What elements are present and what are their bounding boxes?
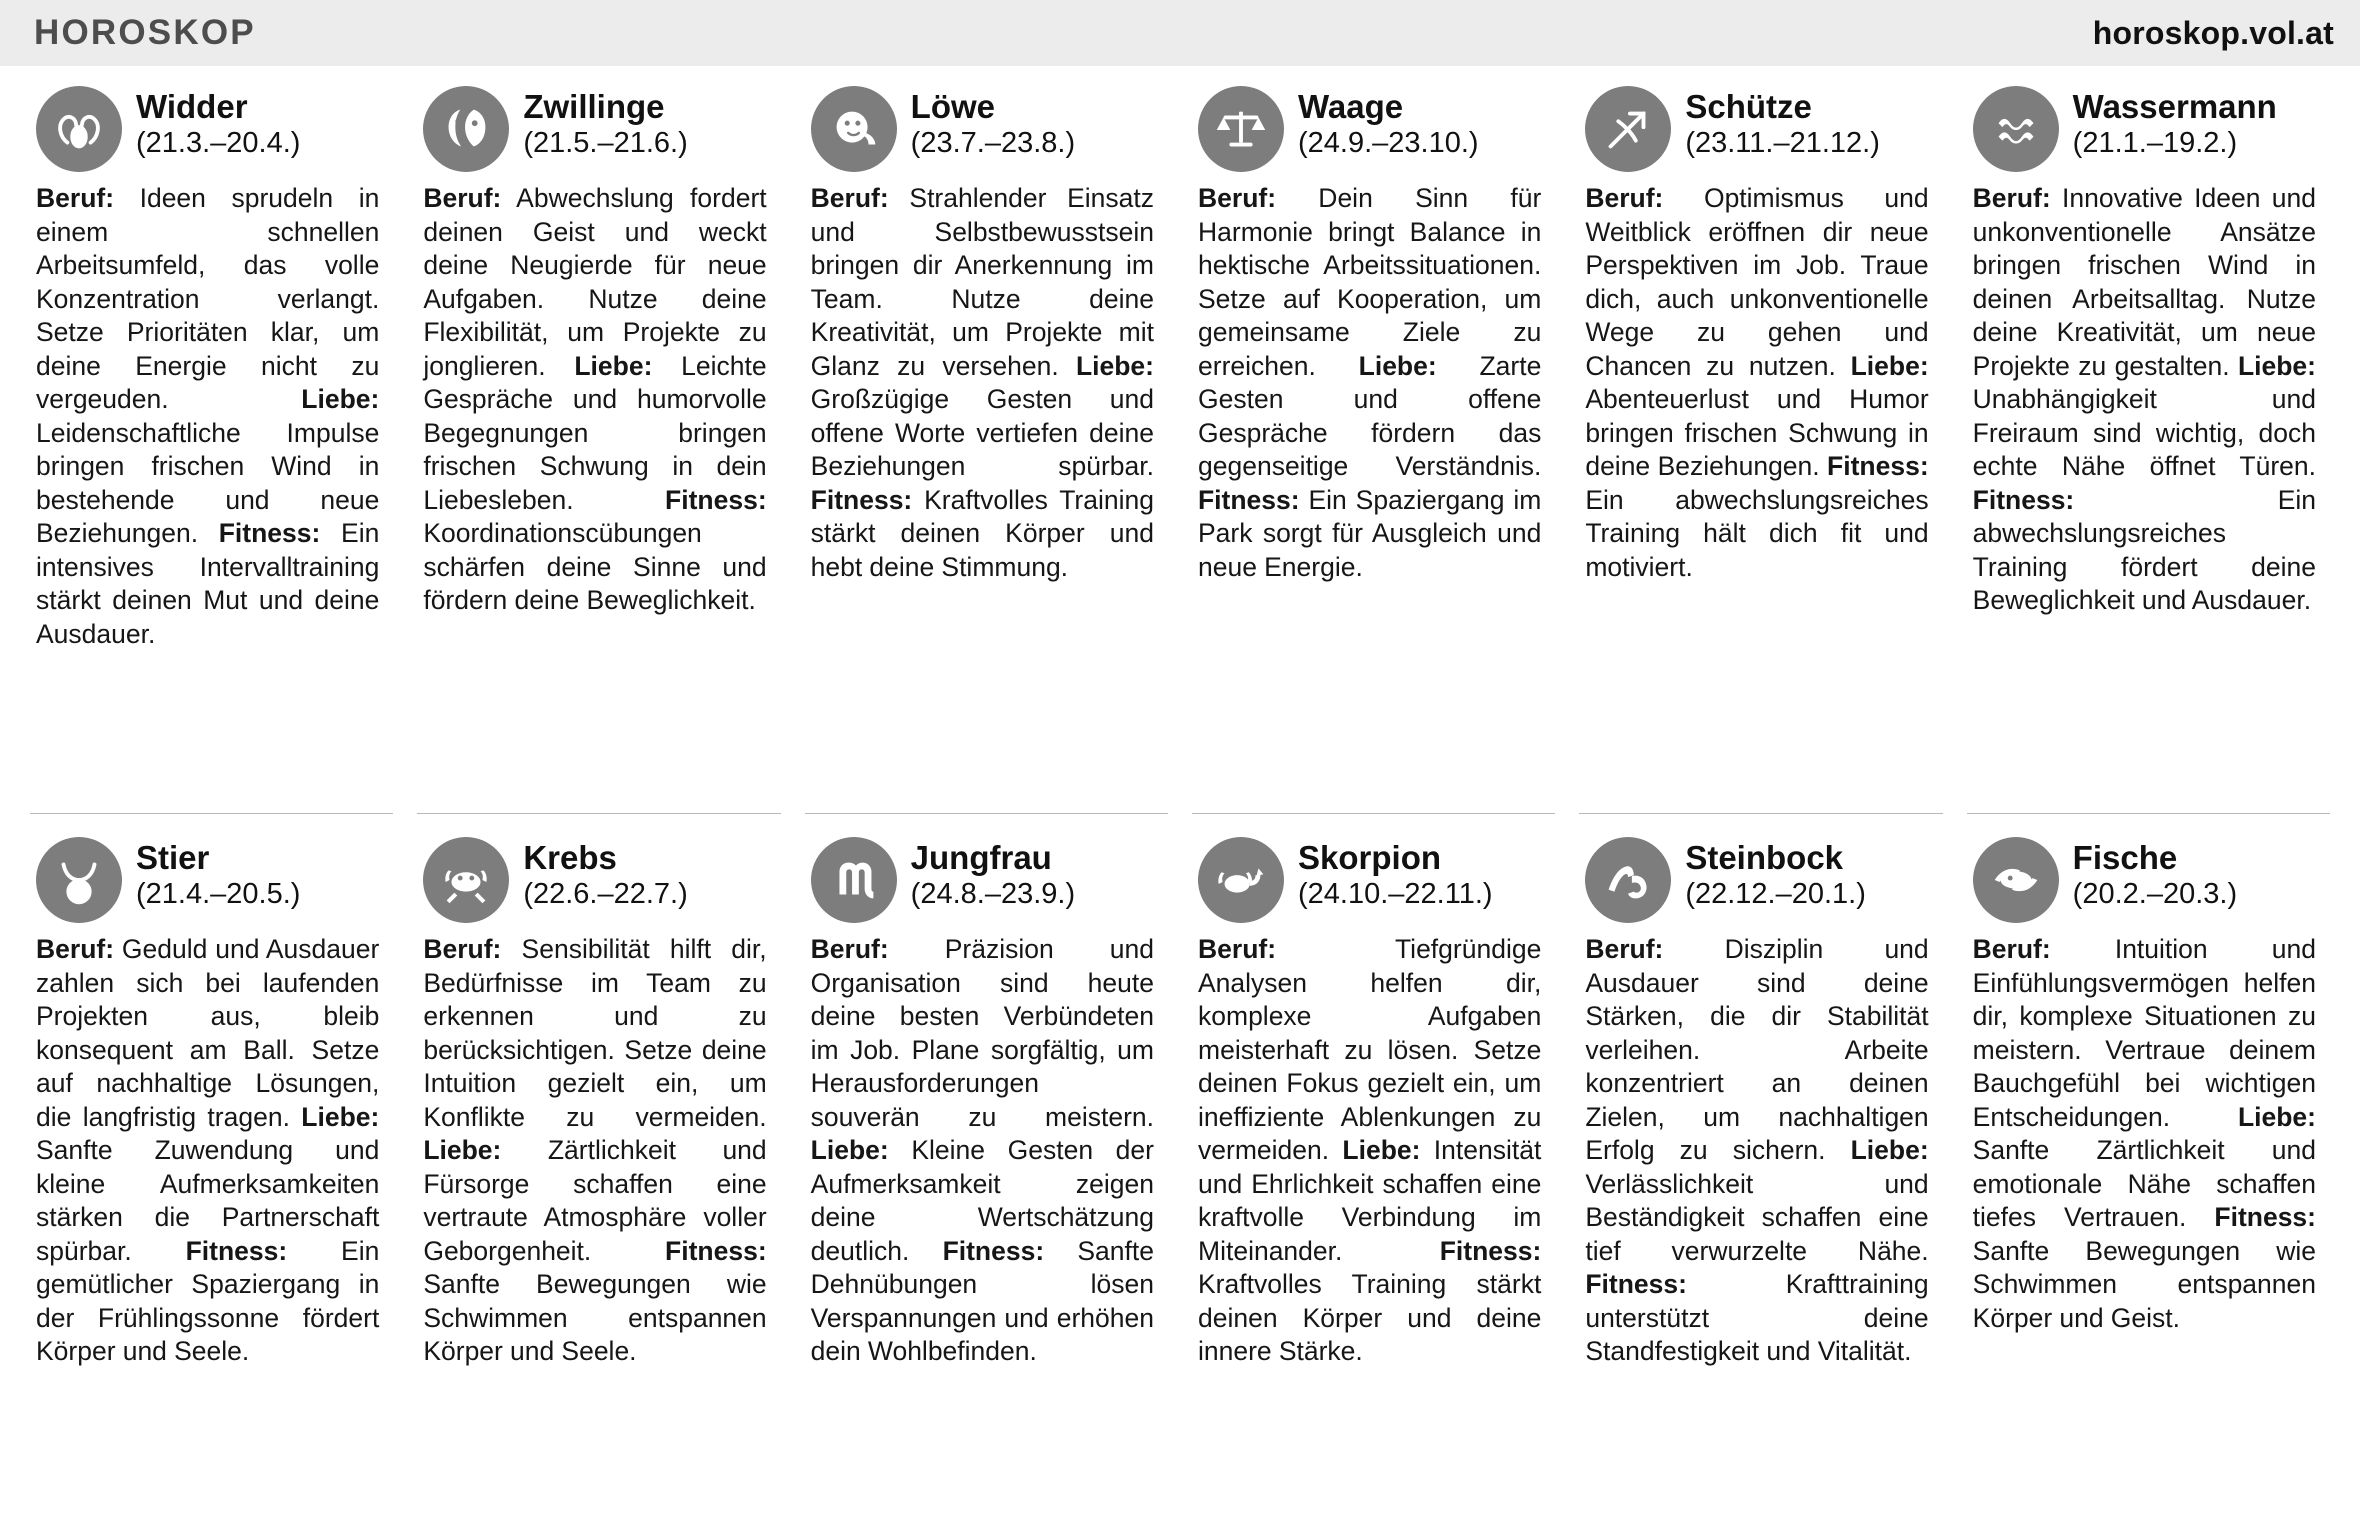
zodiac-card xyxy=(1567,66,1954,813)
segment-text: Abwechslung fordert deinen Geist und weckt deine Neugierde für neue Aufgaben. Nutze deine Flexibilität, um Projekte zu jonglieren. xyxy=(423,183,767,381)
capricorn-icon xyxy=(1585,837,1671,923)
zodiac-card-header xyxy=(423,835,766,923)
segment-label: Beruf: xyxy=(1585,183,1664,213)
segment-text: Ein intensives Intervalltraining stärkt deinen Mut und deine Ausdauer. xyxy=(36,518,380,649)
zodiac-card-header xyxy=(36,835,379,923)
segment-label: Beruf: xyxy=(423,934,502,965)
segment-label: Fitness: xyxy=(1972,484,2075,515)
segment-text: Leichte Gespräche und humorvolle Begegnungen bringen frischen Schwung in dein Liebesleben. xyxy=(423,350,767,515)
segment-text: Zarte Gesten und offene Gespräche fördern das gegenseitige Verständnis. xyxy=(1198,350,1542,482)
segment-text: Sanfte Bewegungen wie Schwimmen entspannen Körper und Geist. xyxy=(1972,1235,2316,1333)
zodiac-card xyxy=(1567,813,1954,1531)
segment-text: Ein Spaziergang im Park sorgt für Ausgleich und neue Energie. xyxy=(1198,484,1542,582)
segment-text: Tiefgründige Analysen helfen dir, komplexe Aufgaben meisterhaft zu lösen. Setze deinen Fokus gezielt ein, um ineffiziente Ablenkungen zu vermeiden. xyxy=(1198,934,1542,1166)
masthead xyxy=(0,0,2360,66)
segment-label: Fitness: xyxy=(218,518,321,549)
zodiac-dates: (21.1.–19.2.) xyxy=(2072,126,2238,159)
zodiac-name: Zwillinge xyxy=(523,88,665,125)
zodiac-titles xyxy=(911,84,1075,159)
sagittarius-icon xyxy=(1585,86,1671,172)
segment-text: Kleine Gesten der Aufmerksamkeit zeigen deine Wertschätzung deutlich. xyxy=(810,1135,1154,1266)
zodiac-titles xyxy=(136,84,300,159)
zodiac-titles xyxy=(1685,835,1866,910)
zodiac-dates: (20.2.–20.3.) xyxy=(2072,878,2238,911)
segment-label: Beruf: xyxy=(810,934,889,965)
zodiac-titles xyxy=(2073,835,2237,910)
zodiac-text xyxy=(811,182,1154,584)
segment-text: Unabhängigkeit und Freiraum sind wichtig, doch echte Nähe öffnet Türen. xyxy=(1972,384,2316,482)
zodiac-card xyxy=(18,66,405,813)
segment-text: Innovative Ideen und unkonventionelle Ansätze bringen frischen Wind in deinen Arbeitsalltag. Nutze deine Kreativität, um neue Projekte zu gestalten. xyxy=(1972,183,2316,381)
zodiac-titles xyxy=(523,835,687,910)
zodiac-name: Jungfrau xyxy=(910,839,1052,877)
segment-label: Liebe: xyxy=(1850,1135,1929,1166)
zodiac-text xyxy=(423,933,766,1369)
zodiac-text xyxy=(1973,182,2316,618)
segment-label: Liebe: xyxy=(1850,350,1929,381)
segment-text: Ideen sprudeln in einem schnellen Arbeitsumfeld, das volle Konzentration verlangt. Setze Prioritäten klar, um deine Energie nicht zu vergeuden. xyxy=(36,183,380,415)
zodiac-name: Stier xyxy=(136,839,210,877)
segment-text: Präzision und Organisation sind heute deine besten Verbündeten im Job. Plane sorgfältig, um Herausforderungen souverän zu meistern. xyxy=(810,934,1154,1132)
zodiac-titles xyxy=(1298,835,1493,910)
segment-label: Liebe: xyxy=(1358,350,1437,381)
site-url: horoskop.vol.at xyxy=(2092,14,2334,51)
divider xyxy=(1967,813,2330,814)
segment-label: Fitness: xyxy=(665,1235,767,1266)
segment-text: Koordinationscübungen schärfen deine Sinne und fördern deine Beweglichkeit. xyxy=(423,518,767,616)
zodiac-name: Fische xyxy=(2072,839,2178,877)
zodiac-card xyxy=(793,813,1180,1531)
page-title: HOROSKOP xyxy=(34,13,256,52)
segment-text: Ein gemütlicher Spaziergang in der Frühlingssonne fördert Körper und Seele. xyxy=(36,1235,380,1367)
zodiac-card-header xyxy=(1585,835,1928,923)
segment-label: Fitness: xyxy=(1439,1235,1542,1266)
zodiac-text xyxy=(1973,933,2316,1335)
zodiac-titles xyxy=(136,835,300,910)
zodiac-card-header xyxy=(811,835,1154,923)
segment-label: Beruf: xyxy=(1198,183,1277,213)
segment-text: Sanfte Zärtlichkeit und emotionale Nähe schaffen tiefes Vertrauen. xyxy=(1972,1135,2316,1233)
zodiac-card-header xyxy=(423,84,766,172)
zodiac-card-header xyxy=(1198,84,1541,172)
segment-label: Liebe: xyxy=(574,350,653,381)
segment-label: Liebe: xyxy=(301,384,380,415)
divider xyxy=(30,813,393,814)
zodiac-name: Waage xyxy=(1298,88,1404,125)
cancer-icon xyxy=(423,837,509,923)
segment-label: Liebe: xyxy=(2237,350,2316,381)
virgo-icon xyxy=(811,837,897,923)
zodiac-card xyxy=(1955,66,2342,813)
zodiac-dates: (22.12.–20.1.) xyxy=(1685,878,1866,911)
segment-text: Geduld und Ausdauer zahlen sich bei laufenden Projekten aus, bleib konsequent am Ball. Setze auf nachhaltige Lösungen, die langfristig tragen. xyxy=(36,934,380,1132)
divider xyxy=(417,813,780,814)
zodiac-card xyxy=(1180,66,1567,813)
zodiac-titles xyxy=(1685,84,1880,159)
zodiac-card-header xyxy=(1973,84,2316,172)
segment-label: Liebe: xyxy=(1342,1135,1421,1166)
zodiac-name: Widder xyxy=(136,88,248,125)
zodiac-card xyxy=(405,66,792,813)
zodiac-text xyxy=(1585,933,1928,1369)
segment-label: Fitness: xyxy=(810,484,913,515)
pisces-icon xyxy=(1973,837,2059,923)
segment-label: Fitness: xyxy=(1198,484,1300,515)
zodiac-text xyxy=(1585,182,1928,584)
zodiac-name: Schütze xyxy=(1685,88,1812,125)
zodiac-grid xyxy=(0,66,2360,1531)
segment-label: Beruf: xyxy=(1972,183,2051,213)
segment-label: Beruf: xyxy=(36,183,115,213)
aries-icon xyxy=(36,86,122,172)
zodiac-name: Steinbock xyxy=(1685,839,1844,877)
segment-text: Abenteuerlust und Humor bringen frischen Schwung in deine Beziehungen. xyxy=(1585,384,1929,482)
segment-text: Sensibilität hilft dir, Bedürfnisse im Team zu erkennen und zu berücksichtigen. Setze deine Intuition gezielt ein, um Konflikte zu vermeiden. xyxy=(423,934,767,1132)
scorpio-icon xyxy=(1198,837,1284,923)
zodiac-dates: (22.6.–22.7.) xyxy=(523,878,688,911)
segment-label: Fitness: xyxy=(1585,1269,1687,1300)
taurus-icon xyxy=(36,837,122,923)
segment-label: Fitness: xyxy=(665,484,767,515)
zodiac-dates: (23.7.–23.8.) xyxy=(910,126,1076,159)
gemini-icon xyxy=(423,86,509,172)
zodiac-text xyxy=(1198,933,1541,1369)
segment-label: Beruf: xyxy=(1972,934,2051,965)
zodiac-card-header xyxy=(36,84,379,172)
zodiac-card-header xyxy=(1973,835,2316,923)
segment-label: Fitness: xyxy=(2214,1202,2316,1233)
segment-text: Zärtlichkeit und Fürsorge schaffen eine vertraute Atmosphäre voller Geborgenheit. xyxy=(423,1135,767,1266)
leo-icon xyxy=(811,86,897,172)
divider xyxy=(805,813,1168,814)
zodiac-name: Krebs xyxy=(523,839,617,877)
zodiac-name: Skorpion xyxy=(1298,839,1442,877)
segment-label: Beruf: xyxy=(36,934,115,965)
segment-label: Beruf: xyxy=(1198,934,1277,965)
zodiac-titles xyxy=(523,84,687,159)
segment-text: Sanfte Bewegungen wie Schwimmen entspannen Körper und Seele. xyxy=(423,1269,767,1367)
zodiac-dates: (24.9.–23.10.) xyxy=(1298,126,1479,159)
segment-text: Großzügige Gesten und offene Worte vertiefen deine Beziehungen spürbar. xyxy=(810,384,1154,482)
segment-label: Fitness: xyxy=(185,1235,288,1266)
segment-text: Intensität und Ehrlichkeit schaffen eine kraftvolle Verbindung im Miteinander. xyxy=(1198,1135,1542,1266)
zodiac-titles xyxy=(2073,84,2277,159)
zodiac-card xyxy=(18,813,405,1531)
libra-icon xyxy=(1198,86,1284,172)
segment-label: Liebe: xyxy=(810,1135,889,1166)
zodiac-text xyxy=(1198,182,1541,584)
zodiac-dates: (24.8.–23.9.) xyxy=(910,878,1076,911)
segment-text: Kraftvolles Training stärkt deinen Körper und deine innere Stärke. xyxy=(1198,1269,1542,1367)
segment-label: Liebe: xyxy=(301,1101,380,1132)
segment-text: Verlässlichkeit und Beständigkeit schaffen eine tief verwurzelte Nähe. xyxy=(1585,1168,1929,1266)
divider xyxy=(1192,813,1555,814)
aquarius-icon xyxy=(1973,86,2059,172)
segment-text: Strahlender Einsatz und Selbstbewusstsein bringen dir Anerkennung im Team. Nutze deine Kreativität, um Projekte mit Glanz zu versehen. xyxy=(810,183,1154,381)
zodiac-text xyxy=(423,182,766,618)
zodiac-card xyxy=(1180,813,1567,1531)
zodiac-card-header xyxy=(1585,84,1928,172)
zodiac-titles xyxy=(911,835,1075,910)
segment-text: Krafttraining unterstützt deine Standfestigkeit und Vitalität. xyxy=(1585,1269,1929,1367)
zodiac-text xyxy=(36,933,379,1369)
segment-text: Disziplin und Ausdauer sind deine Stärken, die dir Stabilität verleihen. Arbeite konzentriert an deinen Zielen, um nachhaltigen Erfolg zu sichern. xyxy=(1585,934,1929,1166)
zodiac-dates: (21.3.–20.4.) xyxy=(136,126,301,159)
segment-label: Fitness: xyxy=(942,1235,1045,1266)
segment-label: Fitness: xyxy=(1827,451,1929,482)
zodiac-name: Löwe xyxy=(910,88,995,125)
segment-label: Liebe: xyxy=(2237,1101,2316,1132)
segment-label: Liebe: xyxy=(1075,350,1154,381)
zodiac-card-header xyxy=(1198,835,1541,923)
segment-text: Ein abwechslungsreiches Training fördert deine Beweglichkeit und Ausdauer. xyxy=(1972,484,2316,616)
zodiac-name: Wassermann xyxy=(2072,88,2277,125)
zodiac-card xyxy=(405,813,792,1531)
zodiac-dates: (24.10.–22.11.) xyxy=(1298,878,1493,911)
segment-label: Liebe: xyxy=(423,1135,502,1166)
zodiac-dates: (21.5.–21.6.) xyxy=(523,126,688,159)
divider xyxy=(1579,813,1942,814)
zodiac-card-header xyxy=(811,84,1154,172)
zodiac-titles xyxy=(1298,84,1479,159)
segment-label: Beruf: xyxy=(810,183,889,213)
segment-text: Sanfte Dehnübungen lösen Verspannungen und erhöhen dein Wohlbefinden. xyxy=(810,1235,1154,1367)
segment-text: Kraftvolles Training stärkt deinen Körper und hebt deine Stimmung. xyxy=(810,484,1154,582)
zodiac-card xyxy=(793,66,1180,813)
zodiac-card xyxy=(1955,813,2342,1531)
zodiac-text xyxy=(36,182,379,651)
zodiac-dates: (21.4.–20.5.) xyxy=(136,878,301,911)
segment-text: Intuition und Einfühlungsvermögen helfen dir, komplexe Situationen zu meistern. Vertraue deinem Bauchgefühl bei wichtigen Entscheidungen. xyxy=(1972,934,2316,1132)
zodiac-dates: (23.11.–21.12.) xyxy=(1685,126,1880,159)
segment-label: Beruf: xyxy=(1585,934,1664,965)
segment-label: Beruf: xyxy=(423,183,502,213)
segment-text: Ein abwechslungsreiches Training hält dich fit und motiviert. xyxy=(1585,484,1929,582)
segment-text: Optimismus und Weitblick eröffnen dir neue Perspektiven im Job. Traue dich, auch unkonventionelle Wege zu gehen und Chancen zu nutzen. xyxy=(1585,183,1929,381)
segment-text: Dein Sinn für Harmonie bringt Balance in hektische Arbeitssituationen. Setze auf Kooperation, um gemeinsame Ziele zu erreichen. xyxy=(1198,183,1542,381)
zodiac-text xyxy=(811,933,1154,1369)
segment-text: Leidenschaftliche Impulse bringen frischen Wind in bestehende und neue Beziehungen. xyxy=(36,417,380,549)
segment-text: Sanfte Zuwendung und kleine Aufmerksamkeiten stärken die Partnerschaft spürbar. xyxy=(36,1135,380,1266)
